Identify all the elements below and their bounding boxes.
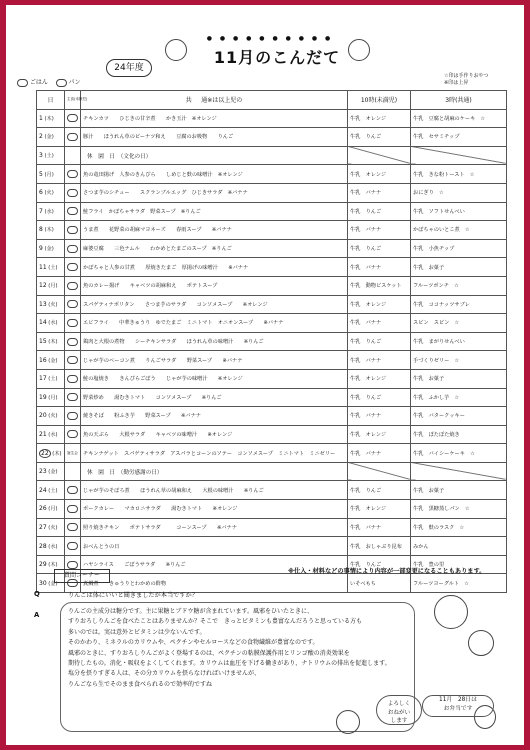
- row-day: 19: [39, 393, 47, 401]
- row-staple: [65, 128, 81, 147]
- row-day: 22: [41, 449, 49, 457]
- menu-row: [37, 202, 507, 221]
- row-lunch-menu: 魚のカレー揚げ キャベツの胡麻和え ポテトスープ: [81, 276, 348, 295]
- answer-line: りんごの主成分は糖分です。主に果糖とブドウ糖が含まれています。風邪をひいたときに、: [68, 608, 314, 615]
- row-weekday: (木): [48, 339, 58, 346]
- row-weekday: (土): [48, 264, 58, 271]
- row-weekday: (水): [48, 543, 58, 550]
- row-day: 3: [39, 152, 43, 160]
- row-weekday: (金): [48, 469, 58, 476]
- row-am-snack: 牛乳 バナナ: [348, 183, 411, 202]
- row-staple: [65, 276, 81, 295]
- row-day: 21: [39, 430, 47, 438]
- row-am-snack: 牛乳 オレンジ: [348, 109, 411, 128]
- answer-line: 塩分を摂りすぎる人は、その分カリウムを摂らなければいけませんが、: [68, 670, 260, 678]
- holiday-row: [37, 462, 507, 481]
- row-day: 13: [39, 300, 47, 308]
- row-weekday: (木): [44, 227, 54, 234]
- row-staple: [65, 500, 81, 519]
- row-staple: [65, 388, 81, 407]
- row-lunch-menu: スパゲティナポリタン さつま芋のサラダ コンソメスープ ※オレンジ: [81, 295, 348, 314]
- row-am-snack: 牛乳 オレンジ: [348, 500, 411, 519]
- menu-table: [36, 90, 507, 593]
- row-weekday: (火): [48, 524, 58, 531]
- row-date: [37, 518, 65, 537]
- row-day: 16: [39, 356, 47, 364]
- row-am-snack: 牛乳 バナナ: [348, 518, 411, 537]
- row-pm-snack: 牛乳 まがりせんべい: [411, 332, 507, 351]
- chef-illustration: [336, 710, 360, 734]
- row-staple: [65, 518, 81, 537]
- row-am-snack: 牛乳 バナナ: [348, 258, 411, 277]
- notice-text: ※仕入・材料などの事情により内容が一部変更になることもあります。: [288, 568, 486, 575]
- staple-icon: [67, 207, 78, 215]
- row-date: [37, 109, 65, 128]
- row-pm-snack: 牛乳 ぽたぽた焼き: [411, 425, 507, 444]
- menu-row: [37, 183, 507, 202]
- staple-icon: [67, 542, 78, 550]
- row-lunch-menu: ポークカレー マカロニサラダ 湯むきトマト ※オレンジ: [81, 500, 348, 519]
- legend-rice: ごはん: [29, 79, 48, 86]
- row-weekday: (木): [48, 562, 58, 569]
- lunch-day-note: [422, 695, 494, 717]
- row-staple: [65, 314, 81, 333]
- row-lunch-menu: チキンカツ ひじきの甘辛煮 かき玉汁 ※オレンジ: [81, 109, 348, 128]
- row-staple: [65, 351, 81, 370]
- row-date: [37, 165, 65, 184]
- row-pm-snack: 牛乳 ふかし芋 ☆: [411, 388, 507, 407]
- row-day: 26: [39, 505, 47, 513]
- row-pm-snack: 手づくりゼリー ☆: [411, 351, 507, 370]
- holiday-text: [81, 146, 348, 165]
- menu-row: [37, 314, 507, 333]
- row-staple: [65, 425, 81, 444]
- answer-line: りんごなら生でそのまま食べられるので効率的ですね: [68, 680, 213, 688]
- row-am-snack: 牛乳 りんご: [348, 239, 411, 258]
- row-lunch-menu: 野菜炒め 湯むきトマト コンソメスープ ※りんご: [81, 388, 348, 407]
- header-date: 日: [37, 91, 65, 110]
- row-pm-snack: フルーツポンチ ☆: [411, 276, 507, 295]
- q-label: Q: [34, 590, 40, 598]
- a-label: A: [34, 611, 40, 619]
- header-pm-snack: 3時(共通): [411, 91, 507, 110]
- row-day: 15: [39, 338, 47, 346]
- row-date: [37, 537, 65, 556]
- answer-line: 多いのでは。実は意外とビタミンは少ないんです。: [68, 628, 206, 636]
- row-date: [37, 444, 65, 463]
- menu-row: [37, 295, 507, 314]
- note-older: ※印は上昇: [444, 80, 469, 86]
- row-am-snack: 牛乳 バナナ: [348, 444, 411, 463]
- row-am-snack: 牛乳 バナナ: [348, 407, 411, 426]
- lunch-day-text: お弁当です: [443, 706, 473, 712]
- legend: [17, 77, 81, 87]
- menu-row: [37, 369, 507, 388]
- menu-row: [37, 518, 507, 537]
- row-date: [37, 146, 65, 165]
- row-day: 7: [39, 207, 43, 215]
- row-pm-snack: 牛乳 バタークッキー: [411, 407, 507, 426]
- lunch-day-date: 11月 28日は: [439, 697, 477, 703]
- row-staple: [65, 221, 81, 240]
- menu-row: [37, 109, 507, 128]
- staple-icon: [67, 561, 78, 569]
- row-weekday: (土): [48, 376, 58, 383]
- cat-illustration: [468, 630, 494, 656]
- row-lunch-menu: うま煮 花野菜の胡麻マヨネーズ 春雨スープ ※バナナ: [81, 221, 348, 240]
- row-lunch-menu: じゃが芋のベーコン煮 りんごサラダ 野菜スープ ※バナナ: [81, 351, 348, 370]
- menu-table-header: [37, 91, 507, 110]
- answer-line: そのかわり、ミネラルのカリウムや、ペクチンやセルロースなどの食物繊維が豊富なのです。: [68, 639, 319, 647]
- staple-icon: [67, 486, 78, 494]
- bubble-line: よろしく: [387, 701, 411, 707]
- row-day: 17: [39, 375, 47, 383]
- menu-row: [37, 165, 507, 184]
- answer-line: 期待したもの。消化・吸収をよくしてくれます。カリウムは血圧を下げる働きがあり、ナトリウムの排出を促進します。: [68, 660, 391, 668]
- row-weekday: (月): [44, 171, 54, 178]
- row-pm-snack: 牛乳 バイシーケーキ ☆: [411, 444, 507, 463]
- row-staple: [65, 332, 81, 351]
- staple-icon: [67, 263, 78, 271]
- holiday-text: [81, 462, 348, 481]
- row-staple: [65, 239, 81, 258]
- birthday-label: 誕生会: [67, 451, 78, 456]
- staple-icon: [67, 300, 78, 308]
- row-pm-snack: 牛乳 豊の里: [411, 555, 507, 574]
- row-date: [37, 258, 65, 277]
- staple-icon: [67, 245, 78, 253]
- note-handmade: ☆印は手作りおやつ: [444, 73, 489, 79]
- row-lunch-menu: おべんとうの日: [81, 537, 348, 556]
- row-weekday: (月): [48, 394, 58, 401]
- row-pm-snack: 牛乳 小魚チップ: [411, 239, 507, 258]
- staple-icon: [67, 189, 78, 197]
- row-am-snack: 牛乳 りんご: [348, 202, 411, 221]
- row-pm-snack: みかん: [411, 537, 507, 556]
- row-am-snack: 牛乳 オレンジ: [348, 425, 411, 444]
- question-text: りんごは体にいいと聞きましたが本当ですか？: [68, 592, 198, 599]
- holiday-slash: [411, 146, 507, 165]
- bread-icon: [56, 79, 67, 87]
- row-am-snack: 牛乳 オレンジ: [348, 295, 411, 314]
- menu-row: [37, 537, 507, 556]
- rice-bowl-icon: [17, 79, 28, 87]
- row-staple: [65, 146, 81, 165]
- row-staple: [65, 202, 81, 221]
- row-weekday: (火): [48, 301, 58, 308]
- bubble-line: します: [390, 718, 408, 724]
- row-am-snack: 牛乳 バナナ: [348, 314, 411, 333]
- staple-icon: [67, 505, 78, 513]
- row-pm-snack: 牛乳 お菓子: [411, 258, 507, 277]
- row-am-snack: 牛乳 バナナ: [348, 351, 411, 370]
- speech-bubble: [376, 695, 422, 725]
- row-staple: [65, 109, 81, 128]
- row-lunch-menu: 真鯛煮 きゅうりとわかめの酢物: [81, 574, 348, 593]
- row-date: [37, 276, 65, 295]
- row-date: [37, 295, 65, 314]
- staple-icon: [67, 356, 78, 364]
- menu-row: [37, 444, 507, 463]
- legend-bread: パン: [68, 79, 81, 86]
- row-weekday: (木): [44, 115, 54, 122]
- row-lunch-menu: ハヤシライス ごぼうサラダ ※りんご: [81, 555, 348, 574]
- row-weekday: (金): [48, 357, 58, 364]
- row-day: 24: [39, 486, 47, 494]
- row-date: [37, 462, 65, 481]
- row-am-snack: 牛乳 オレンジ: [348, 165, 411, 184]
- holiday-slash: [348, 462, 411, 481]
- staple-icon: [67, 523, 78, 531]
- staple-icon: [67, 170, 78, 178]
- menu-row: [37, 407, 507, 426]
- row-day: 11: [39, 263, 47, 271]
- row-staple: [65, 407, 81, 426]
- row-date: [37, 500, 65, 519]
- menu-row: [37, 500, 507, 519]
- row-date: [37, 239, 65, 258]
- row-date: [37, 128, 65, 147]
- row-lunch-menu: 魚の天ぷら 大根サラダ キャベツの味噌汁 ※オレンジ: [81, 425, 348, 444]
- menu-row: [37, 276, 507, 295]
- menu-row: [37, 128, 507, 147]
- row-lunch-menu: 鶏肉と大根の煮物 シーチキンサラダ ほうれん草の味噌汁 ※りんご: [81, 332, 348, 351]
- row-lunch-menu: 鮭の塩焼き きんぴらごぼう じゃが芋の味噌汁 ※オレンジ: [81, 369, 348, 388]
- row-date: [37, 351, 65, 370]
- row-am-snack: 牛乳 りんご: [348, 128, 411, 147]
- row-am-snack: 牛乳 りんご: [348, 481, 411, 500]
- menu-row: [37, 425, 507, 444]
- header-common-sub: 通※は以上児の: [201, 97, 243, 105]
- row-date: [37, 388, 65, 407]
- row-weekday: (火): [44, 190, 54, 197]
- row-pm-snack: 牛乳 麩のラスク ☆: [411, 518, 507, 537]
- row-staple: [65, 444, 81, 463]
- food-icons-row: ● ● ● ● ● ● ● ● ● ●: [206, 35, 334, 42]
- staple-icon: [67, 338, 78, 346]
- row-am-snack: 牛乳 動物ビスケット: [348, 276, 411, 295]
- row-pm-snack: フルーツヨーグルト ☆: [411, 574, 507, 593]
- row-date: [37, 314, 65, 333]
- row-date: [37, 221, 65, 240]
- row-day: 5: [39, 170, 43, 178]
- row-pm-snack: 牛乳 黒糖蒸しパン ☆: [411, 500, 507, 519]
- header-icon: 主食(米飯児): [65, 91, 81, 110]
- question-corner-label: 質問コーナー: [54, 569, 110, 583]
- row-staple: [65, 258, 81, 277]
- row-lunch-menu: エビフライ 中華きゅうり ゆでたまご ミニトマト オニオンスープ ※バナナ: [81, 314, 348, 333]
- row-weekday: (木): [52, 450, 62, 457]
- row-pm-snack: 牛乳 豆腐と胡麻のケーキ ☆: [411, 109, 507, 128]
- row-lunch-menu: 豚汁 ほうれん草のピーナツ和え 豆腐のお吸物 りんご: [81, 128, 348, 147]
- row-weekday: (月): [48, 283, 58, 290]
- row-lunch-menu: さつま芋のシチュー スクランブルエッグ ひじきサラダ ※バナナ: [81, 183, 348, 202]
- menu-row: [37, 351, 507, 370]
- row-pm-snack: 牛乳 ココナッツサブレ: [411, 295, 507, 314]
- row-lunch-menu: 麻婆豆腐 三色ナムル わかめとたまごのスープ ※りんご: [81, 239, 348, 258]
- row-staple: [65, 537, 81, 556]
- staple-icon: [67, 430, 78, 438]
- girl-illustration: [165, 39, 187, 61]
- row-date: [37, 369, 65, 388]
- row-weekday: (土): [48, 487, 58, 494]
- holiday-slash: [348, 146, 411, 165]
- staple-icon: [67, 226, 78, 234]
- row-pm-snack: 牛乳 セサミチップ: [411, 128, 507, 147]
- row-day: 28: [39, 542, 47, 550]
- staple-icon: [67, 282, 78, 290]
- row-date: [37, 425, 65, 444]
- row-lunch-menu: 焼きそば 粉ふき芋 野菜スープ ※バナナ: [81, 407, 348, 426]
- row-day: 1: [39, 114, 43, 122]
- header-common-label: 共: [185, 97, 192, 105]
- row-pm-snack: 牛乳 お菓子: [411, 481, 507, 500]
- row-am-snack: 牛乳 りんご: [348, 388, 411, 407]
- row-day: 9: [39, 245, 43, 253]
- row-day: 8: [39, 226, 43, 234]
- row-day: 2: [39, 133, 43, 141]
- row-pm-snack: 牛乳 きな粉トースト ☆: [411, 165, 507, 184]
- row-lunch-menu: 鮭フライ かぼちゃサラダ 野菜スープ ※りんご: [81, 202, 348, 221]
- row-day: 29: [39, 561, 47, 569]
- holiday-label: 休 園 日 （勤労感謝の日）: [87, 469, 163, 476]
- row-weekday: (土): [44, 153, 54, 160]
- row-day: 27: [39, 523, 47, 531]
- staple-icon: [67, 375, 78, 383]
- row-lunch-menu: かぼちゃと人参の甘煮 厚焼きたまご 厚揚げの味噌汁 ※バナナ: [81, 258, 348, 277]
- row-weekday: (月): [48, 506, 58, 513]
- row-pm-snack: かぼちゃのいとこ煮 ☆: [411, 221, 507, 240]
- page-title: 11月のこんだて: [213, 48, 341, 67]
- row-weekday: (金): [44, 246, 54, 253]
- holiday-row: [37, 146, 507, 165]
- row-pm-snack: 牛乳 お菓子: [411, 369, 507, 388]
- answer-text: [68, 607, 413, 690]
- bubble-line: おねがい: [387, 709, 411, 716]
- menu-row: [37, 388, 507, 407]
- row-weekday: (火): [48, 413, 58, 420]
- staple-icon: [67, 319, 78, 327]
- staple-icon: [67, 412, 78, 420]
- row-pm-snack: 牛乳 ソフトせんべい: [411, 202, 507, 221]
- row-date: [37, 407, 65, 426]
- rabbit-illustration: [434, 595, 468, 629]
- row-date: [37, 202, 65, 221]
- row-am-snack: 牛乳 バナナ: [348, 221, 411, 240]
- row-day: 6: [39, 189, 43, 197]
- row-am-snack: 牛乳 りんご: [348, 332, 411, 351]
- row-day: 23: [39, 468, 47, 476]
- row-am-snack: 牛乳 りんご: [348, 555, 411, 574]
- row-day: 14: [39, 319, 47, 327]
- row-day: 30: [39, 579, 47, 587]
- menu-row: [37, 481, 507, 500]
- menu-row: [37, 221, 507, 240]
- year-badge: 24年度: [106, 59, 152, 77]
- answer-line: すりおろしりんごを食べたことはありませんか？そこで きっとビタミンも豊富なんだろうと思っている方も: [68, 618, 363, 626]
- row-date: [37, 332, 65, 351]
- row-weekday: (水): [44, 208, 54, 215]
- row-date: [37, 481, 65, 500]
- header-common: [81, 91, 348, 110]
- row-staple: [65, 481, 81, 500]
- row-pm-snack: スピン スピン ☆: [411, 314, 507, 333]
- row-day: 12: [39, 282, 47, 290]
- row-weekday: (水): [48, 320, 58, 327]
- row-staple: [65, 462, 81, 481]
- row-staple: [65, 165, 81, 184]
- row-staple: [65, 369, 81, 388]
- staple-icon: [67, 114, 78, 122]
- menu-row: [37, 258, 507, 277]
- holiday-label: 休 園 日 （文化の日）: [87, 153, 152, 160]
- staple-icon: [67, 133, 78, 141]
- menu-row: [37, 239, 507, 258]
- holiday-slash: [411, 462, 507, 481]
- row-am-snack: 牛乳 おしゃぶり昆布: [348, 537, 411, 556]
- answer-line: 風邪のときに、すりおろしりんごがよく登場するのは、ペクチンの粘膜保護作用とリンゴ酸の消炎効果を: [68, 649, 350, 657]
- row-weekday: (金): [48, 580, 58, 587]
- row-lunch-menu: 照り焼きチキン ポテトサラダ コーンスープ ※バナナ: [81, 518, 348, 537]
- row-weekday: (水): [48, 431, 58, 438]
- header-am-snack: 10時(未満児): [348, 91, 411, 110]
- row-lunch-menu: じゃが芋のそぼろ煮 ほうれん草の胡麻和え 大根の味噌汁 ※りんご: [81, 481, 348, 500]
- row-staple: [65, 183, 81, 202]
- row-day: 20: [39, 412, 47, 420]
- menu-row: [37, 332, 507, 351]
- row-lunch-menu: チキンナゲット スパゲティサラダ アスパラとコーンのソテー コンソメスープ ミニトマト ミニゼリー: [81, 444, 348, 463]
- row-lunch-menu: 魚の竜田揚げ 人参のきんぴら しめじと麩の味噌汁 ※オレンジ: [81, 165, 348, 184]
- row-date: [37, 183, 65, 202]
- row-pm-snack: おにぎり ☆: [411, 183, 507, 202]
- staple-icon: [67, 393, 78, 401]
- row-staple: [65, 295, 81, 314]
- row-am-snack: いそべもち: [348, 574, 411, 593]
- row-am-snack: 牛乳 オレンジ: [348, 369, 411, 388]
- menu-sheet: [6, 5, 524, 745]
- row-weekday: (金): [44, 134, 54, 141]
